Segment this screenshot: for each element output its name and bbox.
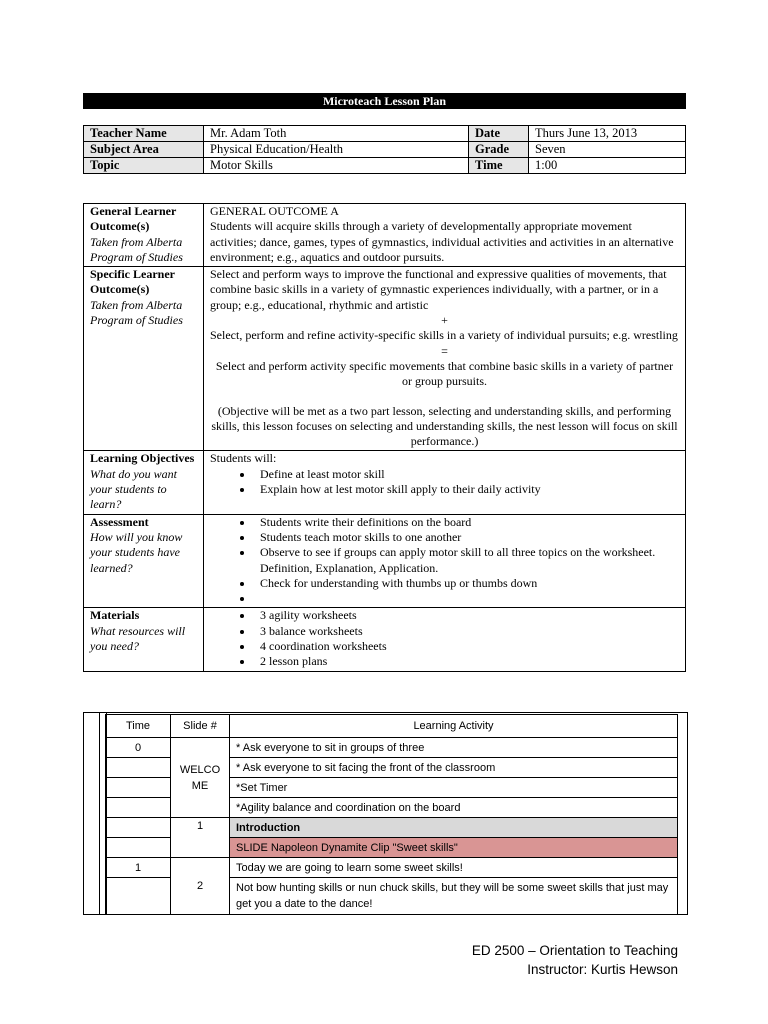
time-label: Time — [469, 158, 529, 174]
slide-cell: 1 — [171, 818, 230, 858]
lesson-info-table — [83, 125, 686, 174]
materials-content — [204, 608, 686, 671]
outcomes-table — [83, 203, 686, 672]
assessment-content — [204, 514, 686, 608]
general-outcome-sub: Taken from Alberta Program of Studies — [90, 234, 183, 264]
assessment-label: Assessment — [90, 514, 149, 529]
slide-cell: WELCO ME — [171, 738, 230, 818]
list-item: • 4 coordination worksheets — [254, 639, 679, 654]
plus-sign: + — [441, 313, 448, 328]
activity-cell: * Ask everyone to sit facing the front of the classroom — [230, 758, 678, 778]
page-title: Microteach Lesson Plan — [83, 93, 686, 109]
activity-cell: Introduction — [230, 818, 678, 838]
subject-value: Physical Education/Health — [204, 142, 469, 158]
materials-label-cell — [84, 608, 204, 671]
activity-cell: * Ask everyone to sit in groups of three — [230, 738, 678, 758]
teacher-label: Teacher Name — [84, 126, 204, 142]
materials-list — [210, 608, 679, 669]
activity-header: Learning Activity — [230, 715, 678, 738]
time-cell: 1 — [106, 858, 171, 878]
teacher-value: Mr. Adam Toth — [204, 126, 469, 142]
assessment-label-cell — [84, 514, 204, 608]
general-outcome-text: Students will acquire skills through a variety of developmentally appropriate movement activities; dance, games, types of gymnastics, individual activities and activities in an alternative environment; e.g., aquatics and outdoor pursuits. — [210, 219, 674, 264]
list-item: • Students write their definitions on the board — [254, 515, 679, 530]
time-cell — [106, 818, 171, 838]
objectives-intro: Students will: — [210, 451, 277, 466]
list-item: • 3 agility worksheets — [254, 608, 679, 623]
general-outcome-content — [204, 204, 686, 267]
objectives-label: Learning Objectives — [90, 451, 195, 466]
materials-sub: What resources will you need? — [90, 623, 186, 654]
activity-cell: Today we are going to learn some sweet skills! — [230, 858, 678, 878]
list-item: • 3 balance worksheets — [254, 624, 679, 639]
objectives-content — [204, 451, 686, 514]
list-item: • Check for understanding with thumbs up or thumbs down — [254, 576, 679, 591]
specific-outcome-sub: Taken from Alberta Program of Studies — [90, 297, 183, 328]
grade-label: Grade — [469, 142, 529, 158]
assessment-sub: How will you know your students have learned? — [90, 529, 183, 575]
instructor-name: Instructor: Kurtis Hewson — [527, 962, 678, 977]
specific-outcome-text1: Select and perform ways to improve the functional and expressive qualities of movements, that combine basic skills in a variety of gymnastic experiences individually, with a partner, or in a group; e.g., educational, rhythmic and artistic — [210, 267, 667, 312]
general-outcome-label: General Learner Outcome(s) — [90, 204, 177, 234]
equals-sign: = — [441, 343, 448, 358]
table-row — [106, 738, 678, 758]
activity-cell: Not bow hunting skills or nun chuck skills, but they will be some sweet skills that just may get you a date to the dance! — [230, 878, 678, 915]
list-item: • 2 lesson plans — [254, 654, 679, 669]
assessment-list — [210, 515, 679, 607]
table-row — [106, 818, 678, 838]
specific-outcome-label-cell — [84, 267, 204, 451]
slide-cell: 2 — [171, 858, 230, 915]
list-item: • Observe to see if groups can apply motor skill to all three topics on the worksheet. Definition, Explanation, Application. — [254, 545, 679, 576]
time-cell — [106, 878, 171, 915]
general-outcome-label-cell — [84, 204, 204, 267]
time-cell — [106, 798, 171, 818]
time-cell — [106, 778, 171, 798]
specific-outcome-note: (Objective will be met as a two part lesson, selecting and understanding skills, and performing skills, this lesson focuses on selecting and understanding skills, the nest lesson will focus on skill performance.) — [211, 403, 678, 449]
grade-value: Seven — [529, 142, 686, 158]
activity-cell: SLIDE Napoleon Dynamite Clip "Sweet skills" — [230, 838, 678, 858]
activity-cell: *Agility balance and coordination on the board — [230, 798, 678, 818]
materials-label: Materials — [90, 608, 140, 623]
learning-activity-table — [105, 714, 678, 915]
time-header: Time — [106, 715, 171, 738]
specific-outcome-label: Specific Learner Outcome(s) — [90, 267, 175, 297]
subject-label: Subject Area — [84, 142, 204, 158]
time-cell — [106, 758, 171, 778]
specific-outcome-text2: Select, perform and refine activity-specific skills in a variety of individual pursuits; e.g. wrestling — [210, 328, 678, 343]
list-item: • Students teach motor skills to one another — [254, 530, 679, 545]
slide-header: Slide # — [171, 715, 230, 738]
topic-value: Motor Skills — [204, 158, 469, 174]
objectives-label-cell — [84, 451, 204, 514]
activity-cell: *Set Timer — [230, 778, 678, 798]
objectives-list — [210, 467, 679, 498]
objectives-sub: What do you want your students to learn? — [90, 466, 177, 512]
specific-outcome-text3: Select and perform activity specific movements that combine basic skills in a variety of partner or group pursuits. — [215, 358, 674, 389]
course-title: ED 2500 – Orientation to Teaching — [471, 943, 678, 958]
list-item: • Define at least motor skill — [254, 467, 679, 482]
table-row — [106, 858, 678, 878]
time-value: 1:00 — [529, 158, 686, 174]
general-outcome-heading: GENERAL OUTCOME A — [210, 204, 339, 218]
list-item — [254, 591, 679, 606]
time-cell — [106, 838, 171, 858]
topic-label: Topic — [84, 158, 204, 174]
list-item: • Explain how at lest motor skill apply to their daily activity — [254, 482, 679, 497]
specific-outcome-content — [204, 267, 686, 451]
footer — [472, 941, 678, 979]
time-cell: 0 — [106, 738, 171, 758]
date-label: Date — [469, 126, 529, 142]
date-value: Thurs June 13, 2013 — [529, 126, 686, 142]
